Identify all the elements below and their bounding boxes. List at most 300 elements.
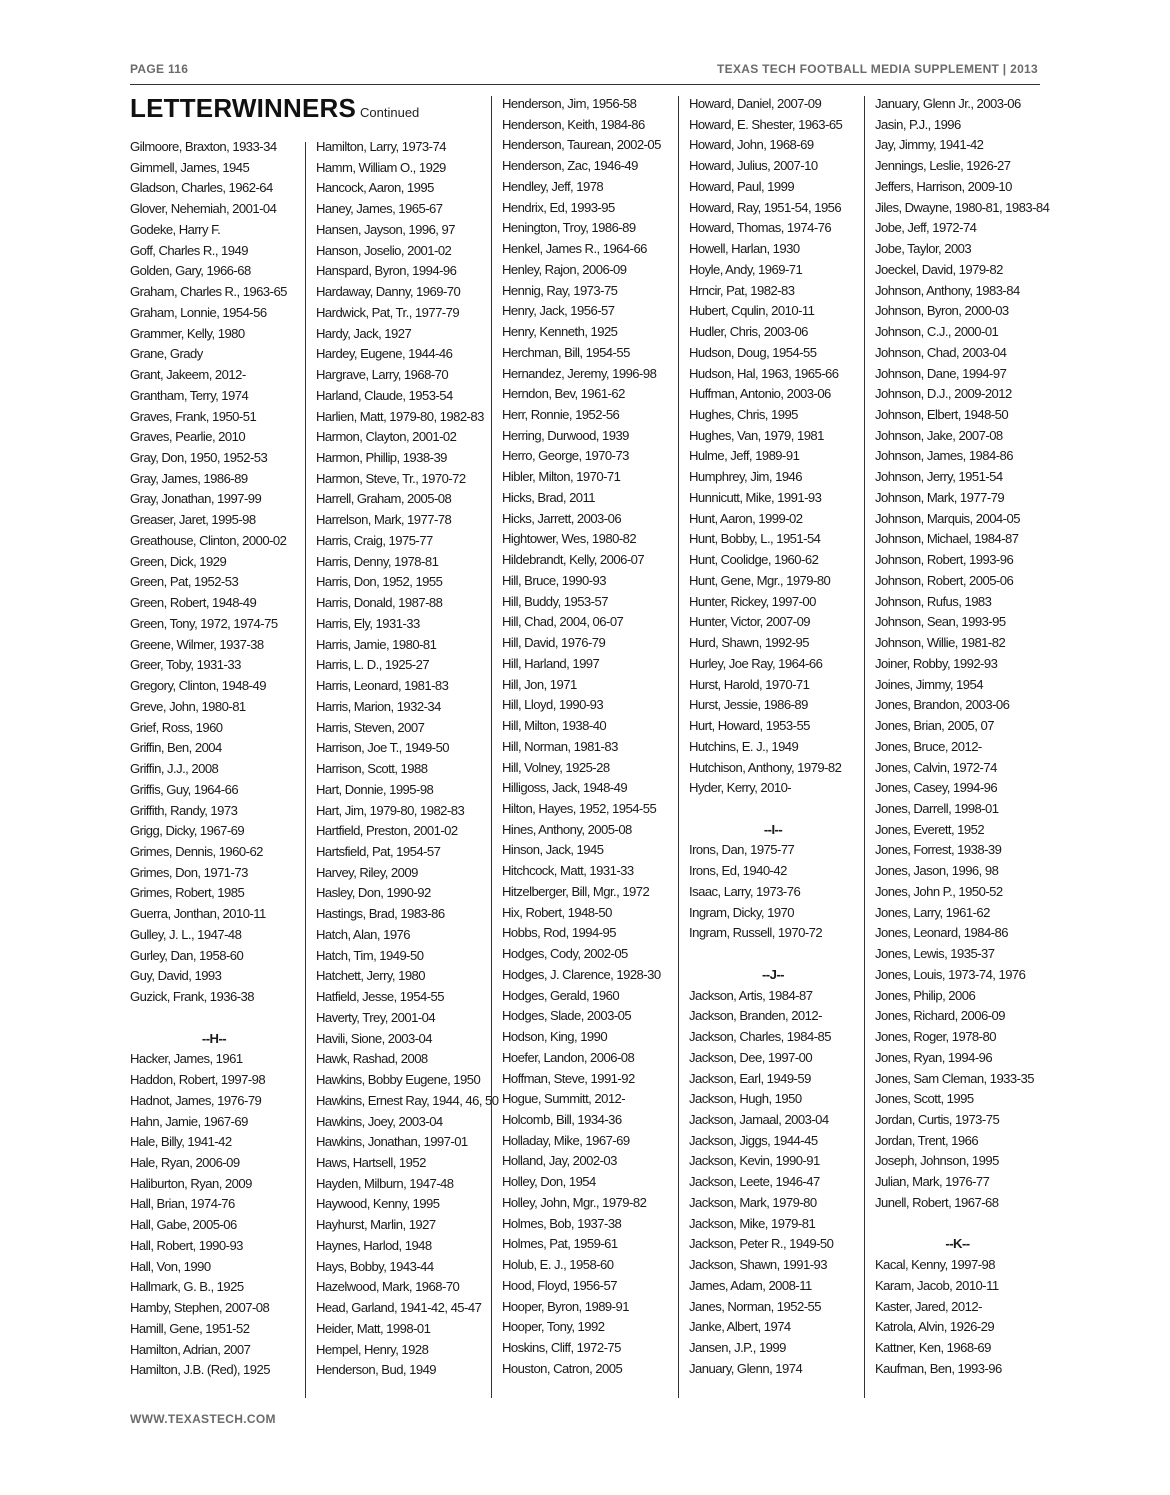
letterwinner-column-3	[502, 94, 670, 1380]
letterwinner-entry: Hamill, Gene, 1951-52	[130, 1320, 250, 1336]
letterwinner-entry: Jones, Everett, 1952	[875, 821, 985, 837]
letterwinner-entry: Henkel, James R., 1964-66	[502, 241, 647, 257]
letterwinner-entry: Jordan, Trent, 1966	[875, 1132, 979, 1148]
letterwinner-entry: Hill, Volney, 1925-28	[502, 759, 610, 775]
letterwinner-entry: Hicks, Jarrett, 2003-06	[502, 510, 622, 526]
letterwinner-entry: Hale, Ryan, 2006-09	[130, 1154, 240, 1170]
letterwinner-entry: Harris, Donald, 1987-88	[316, 595, 443, 611]
letterwinner-entry: Grigg, Dicky, 1967-69	[130, 823, 245, 839]
letterwinner-entry: Johnson, Dane, 1994-97	[875, 365, 1007, 381]
letterwinner-entry: Jones, Brian, 2005, 07	[875, 718, 994, 734]
letterwinner-entry: Jones, Bruce, 2012-	[875, 738, 982, 754]
letterwinner-entry: Grant, Jakeem, 2012-	[130, 367, 246, 383]
letterwinner-entry: Jackson, Kevin, 1990-91	[689, 1153, 820, 1169]
letterwinner-entry: Grimes, Dennis, 1960-62	[130, 843, 263, 859]
letterwinner-column-4	[689, 94, 857, 1380]
letterwinner-entry: Gimmell, James, 1945	[130, 159, 250, 175]
letterwinner-entry: Hibler, Milton, 1970-71	[502, 469, 621, 485]
letterwinner-entry: Hall, Von, 1990	[130, 1258, 211, 1274]
letterwinner-entry: Hill, Buddy, 1953-57	[502, 593, 608, 609]
letterwinner-entry: Johnson, Michael, 1984-87	[875, 531, 1019, 547]
letterwinner-entry: Harris, Don, 1952, 1955	[316, 574, 443, 590]
letterwinner-entry: Hatch, Alan, 1976	[316, 926, 411, 942]
letterwinner-entry: Henington, Troy, 1986-89	[502, 220, 636, 236]
letterwinner-entry: Hicks, Brad, 2011	[502, 489, 596, 505]
letterwinner-entry: Hernandez, Jeremy, 1996-98	[502, 365, 657, 381]
letterwinner-entry: Hill, Milton, 1938-40	[502, 718, 607, 734]
letterwinner-entry: Howard, John, 1968-69	[689, 137, 814, 153]
letterwinner-entry: Henderson, Zac, 1946-49	[502, 158, 638, 174]
letterwinner-entry: Hunter, Rickey, 1997-00	[689, 593, 816, 609]
letterwinner-entry: Greathouse, Clinton, 2000-02	[130, 532, 287, 548]
letterwinner-entry: Harrison, Joe T., 1949-50	[316, 740, 450, 756]
letterwinner-entry: Hanson, Joselio, 2001-02	[316, 242, 452, 258]
letterwinner-entry: Haywood, Kenny, 1995	[316, 1196, 440, 1212]
letterwinner-entry: Junell, Robert, 1967-68	[875, 1194, 999, 1210]
letterwinner-entry: Griffin, Ben, 2004	[130, 740, 222, 756]
letterwinner-entry: Jackson, Mark, 1979-80	[689, 1194, 817, 1210]
letterwinner-entry: Hawkins, Joey, 2003-04	[316, 1113, 443, 1129]
letterwinner-entry: Hasley, Don, 1990-92	[316, 885, 431, 901]
letterwinner-entry: James, Adam, 2008-11	[689, 1277, 812, 1293]
letterwinner-entry: Johnson, Elbert, 1948-50	[875, 407, 1009, 423]
letterwinner-entry: Jackson, Shawn, 1991-93	[689, 1257, 828, 1273]
letterwinner-entry: Hahn, Jamie, 1967-69	[130, 1113, 248, 1129]
letterwinner-entry: Herring, Durwood, 1939	[502, 427, 629, 443]
letterwinner-entry: Graham, Lonnie, 1954-56	[130, 304, 267, 320]
spacer	[689, 944, 857, 965]
letterwinner-entry: Hubert, Cqulin, 2010-11	[689, 303, 815, 319]
letterwinner-entry: Hines, Anthony, 2005-08	[502, 821, 632, 837]
column-divider	[678, 96, 679, 1398]
letterwinner-entry: Hale, Billy, 1941-42	[130, 1134, 232, 1150]
letterwinner-entry: Jones, Louis, 1973-74, 1976	[875, 966, 1026, 982]
letterwinner-entry: Jones, Casey, 1994-96	[875, 780, 998, 796]
letterwinner-entry: Jennings, Leslie, 1926-27	[875, 158, 1011, 174]
letterwinner-entry: Jackson, Peter R., 1949-50	[689, 1236, 834, 1252]
footer-url: WWW.TEXASTECH.COM	[130, 1412, 276, 1426]
letterwinner-entry: Humphrey, Jim, 1946	[689, 469, 803, 485]
letterwinner-entry: Hendrix, Ed, 1993-95	[502, 199, 615, 215]
letterwinner-entry: Jones, Brandon, 2003-06	[875, 697, 1010, 713]
letterwinner-entry: Julian, Mark, 1976-77	[875, 1174, 990, 1190]
letterwinner-entry: Harrison, Scott, 1988	[316, 761, 428, 777]
letterwinner-entry: Hunt, Aaron, 1999-02	[689, 510, 803, 526]
letter-section-heading: --K--	[945, 1236, 970, 1252]
letterwinner-entry: Hardy, Jack, 1927	[316, 325, 412, 341]
letterwinner-entry: Holmes, Pat, 1959-61	[502, 1236, 618, 1252]
letterwinner-entry: Jones, Leonard, 1984-86	[875, 925, 1008, 941]
letter-section-heading: --I--	[763, 821, 783, 837]
letterwinner-entry: Howard, Thomas, 1974-76	[689, 220, 832, 236]
letterwinner-entry: Hurst, Harold, 1970-71	[689, 676, 810, 692]
letterwinner-entry: Holcomb, Bill, 1934-36	[502, 1111, 622, 1127]
letterwinner-entry: Howard, Paul, 1999	[689, 178, 795, 194]
letterwinner-entry: Johnson, Byron, 2000-03	[875, 303, 1009, 319]
letterwinner-entry: Jackson, Mike, 1979-81	[689, 1215, 816, 1231]
letterwinner-entry: Joiner, Robby, 1992-93	[875, 655, 998, 671]
letterwinner-entry: Hilligoss, Jack, 1948-49	[502, 780, 628, 796]
letterwinner-entry: Hendley, Jeff, 1978	[502, 178, 604, 194]
letterwinner-entry: Hill, Lloyd, 1990-93	[502, 697, 604, 713]
letterwinner-entry: Gilmoore, Braxton, 1933-34	[130, 139, 277, 154]
letterwinner-entry: Herndon, Bev, 1961-62	[502, 386, 625, 402]
letterwinner-entry: Ingram, Russell, 1970-72	[689, 925, 823, 941]
letterwinner-entry: Hitchcock, Matt, 1931-33	[502, 863, 634, 879]
letterwinner-entry: Harris, L. D., 1925-27	[316, 657, 430, 673]
letterwinner-entry: Johnson, Chad, 2003-04	[875, 344, 1007, 360]
letterwinner-entry: Harris, Jamie, 1980-81	[316, 636, 437, 652]
letterwinner-entry: Jones, Lewis, 1935-37	[875, 946, 995, 962]
letterwinner-entry: Johnson, Marquis, 2004-05	[875, 510, 1020, 526]
letterwinner-entry: Jones, Scott, 1995	[875, 1091, 974, 1107]
letterwinner-entry: Henry, Jack, 1956-57	[502, 303, 615, 319]
letterwinner-entry: Hoskins, Cliff, 1972-75	[502, 1340, 621, 1356]
letterwinner-entry: Hacker, James, 1961	[130, 1051, 243, 1067]
letterwinner-entry: Jackson, Earl, 1949-59	[689, 1070, 811, 1086]
letterwinner-entry: Hutchins, E. J., 1949	[689, 738, 799, 754]
letterwinner-entry: Hooper, Byron, 1989-91	[502, 1298, 629, 1314]
letterwinner-entry: Hood, Floyd, 1956-57	[502, 1277, 617, 1293]
letterwinner-entry: Huffman, Antonio, 2003-06	[689, 386, 831, 402]
letterwinner-entry: Howard, E. Shester, 1963-65	[689, 116, 843, 132]
letterwinner-entry: Holley, John, Mgr., 1979-82	[502, 1194, 647, 1210]
letterwinner-entry: Jones, John P., 1950-52	[875, 883, 1003, 899]
letterwinner-entry: Jones, Ryan, 1994-96	[875, 1049, 993, 1065]
letterwinner-entry: Johnson, D.J., 2009-2012	[875, 386, 1012, 402]
letterwinner-entry: Hardwick, Pat, Tr., 1977-79	[316, 304, 460, 320]
letterwinner-entry: Grimes, Don, 1971-73	[130, 864, 248, 880]
letterwinner-entry: Johnson, Robert, 1993-96	[875, 552, 1014, 568]
letterwinner-entry: Harmon, Steve, Tr., 1970-72	[316, 470, 466, 486]
letterwinner-entry: Hartsfield, Pat, 1954-57	[316, 843, 441, 859]
letterwinner-entry: Gregory, Clinton, 1948-49	[130, 678, 266, 694]
letterwinner-entry: Johnson, Sean, 1993-95	[875, 614, 1006, 630]
letterwinner-entry: Hill, Jon, 1971	[502, 676, 577, 692]
letterwinner-entry: Hawk, Rashad, 2008	[316, 1051, 428, 1067]
letterwinner-entry: Heider, Matt, 1998-01	[316, 1320, 431, 1336]
letterwinner-entry: Haynes, Harlod, 1948	[316, 1237, 432, 1253]
letterwinner-entry: January, Glenn Jr., 2003-06	[875, 96, 1021, 111]
letterwinner-entry: Hogue, Summitt, 2012-	[502, 1091, 626, 1107]
letter-section-heading: --J--	[762, 966, 784, 982]
letterwinner-entry: Jackson, Artis, 1984-87	[689, 987, 813, 1003]
letterwinner-entry: Jeffers, Harrison, 2009-10	[875, 178, 1012, 194]
letterwinner-entry: Hutchison, Anthony, 1979-82	[689, 759, 842, 775]
letterwinner-entry: Greer, Toby, 1931-33	[130, 657, 241, 673]
letterwinner-entry: Jobe, Taylor, 2003	[875, 241, 972, 257]
letterwinner-entry: Johnson, Anthony, 1983-84	[875, 282, 1020, 298]
letterwinner-entry: Hawkins, Bobby Eugene, 1950	[316, 1072, 481, 1088]
letterwinner-entry: Jackson, Jamaal, 2003-04	[689, 1111, 829, 1127]
letterwinner-entry: Kaufman, Ben, 1993-96	[875, 1360, 1002, 1376]
letterwinner-entry: Hadnot, James, 1976-79	[130, 1092, 262, 1108]
letterwinner-entry: Hart, Donnie, 1995-98	[316, 781, 434, 797]
letterwinner-entry: Jackson, Branden, 2012-	[689, 1008, 822, 1024]
letterwinner-entry: Harris, Ely, 1931-33	[316, 615, 420, 631]
letterwinner-entry: Hudler, Chris, 2003-06	[689, 324, 808, 340]
letterwinner-entry: Hamilton, Adrian, 2007	[130, 1341, 251, 1357]
letterwinner-entry: Johnson, Jake, 2007-08	[875, 427, 1003, 443]
letterwinner-entry: Harvey, Riley, 2009	[316, 864, 418, 880]
letterwinner-entry: Harlien, Matt, 1979-80, 1982-83	[316, 408, 484, 424]
letterwinner-entry: Hrncir, Pat, 1982-83	[689, 282, 795, 298]
letterwinner-entry: Johnson, James, 1984-86	[875, 448, 1014, 464]
spacer	[689, 799, 857, 820]
letterwinner-entry: Howell, Harlan, 1930	[689, 241, 800, 257]
letterwinner-entry: Hinson, Jack, 1945	[502, 842, 604, 858]
letterwinner-entry: Henley, Rajon, 2006-09	[502, 261, 627, 277]
letterwinner-entry: Hardaway, Danny, 1969-70	[316, 284, 461, 300]
letterwinner-entry: Guzick, Frank, 1936-38	[130, 989, 254, 1005]
letterwinner-entry: Jiles, Dwayne, 1980-81, 1983-84	[875, 199, 1050, 215]
letterwinner-entry: Johnson, Robert, 2005-06	[875, 572, 1014, 588]
letterwinner-entry: Gray, Jonathan, 1997-99	[130, 491, 262, 507]
letterwinner-entry: Janes, Norman, 1952-55	[689, 1298, 822, 1314]
letterwinner-entry: Hooper, Tony, 1992	[502, 1319, 605, 1335]
letterwinner-entry: Herr, Ronnie, 1952-56	[502, 407, 620, 423]
letterwinner-entry: Hoffman, Steve, 1991-92	[502, 1070, 635, 1086]
letterwinner-entry: Irons, Ed, 1940-42	[689, 863, 787, 879]
letterwinner-entry: Katrola, Alvin, 1926-29	[875, 1319, 995, 1335]
letterwinner-entry: Greve, John, 1980-81	[130, 698, 246, 714]
letterwinner-entry: Hayhurst, Marlin, 1927	[316, 1217, 436, 1233]
letterwinner-entry: Harland, Claude, 1953-54	[316, 387, 453, 403]
letterwinner-entry: January, Glenn, 1974	[689, 1360, 803, 1376]
spacer	[130, 1008, 298, 1029]
letterwinner-entry: Hodges, Cody, 2002-05	[502, 946, 628, 962]
letterwinner-entry: Hardey, Eugene, 1944-46	[316, 346, 453, 362]
letterwinner-entry: Gladson, Charles, 1962-64	[130, 180, 273, 196]
letterwinner-entry: Green, Dick, 1929	[130, 553, 227, 569]
letterwinner-entry: Hamm, William O., 1929	[316, 159, 446, 175]
letterwinner-entry: Herchman, Bill, 1954-55	[502, 344, 630, 360]
letterwinner-entry: Hayden, Milburn, 1947-48	[316, 1175, 454, 1191]
letterwinner-entry: Janke, Albert, 1974	[689, 1319, 791, 1335]
letterwinner-entry: Goff, Charles R., 1949	[130, 242, 248, 258]
letterwinner-entry: Graves, Frank, 1950-51	[130, 408, 257, 424]
letterwinner-entry: Gray, Don, 1950, 1952-53	[130, 450, 268, 466]
letterwinner-entry: Hurst, Jessie, 1986-89	[689, 697, 808, 713]
spacer	[875, 1214, 1040, 1235]
letterwinner-entry: Hodges, Slade, 2003-05	[502, 1008, 632, 1024]
letterwinner-entry: Harris, Marion, 1932-34	[316, 698, 441, 714]
column-divider	[864, 96, 865, 1398]
letterwinner-entry: Haverty, Trey, 2001-04	[316, 1009, 436, 1025]
letterwinner-entry: Griffith, Randy, 1973	[130, 802, 238, 818]
letterwinner-entry: Gulley, J. L., 1947-48	[130, 926, 242, 942]
letterwinner-entry: Johnson, Willie, 1981-82	[875, 635, 1006, 651]
letterwinner-entry: Hoefer, Landon, 2006-08	[502, 1049, 635, 1065]
letterwinner-entry: Jones, Jason, 1996, 98	[875, 863, 999, 879]
letterwinner-entry: Hilton, Hayes, 1952, 1954-55	[502, 800, 657, 816]
letterwinner-entry: Grantham, Terry, 1974	[130, 387, 249, 403]
letterwinner-entry: Jones, Richard, 2006-09	[875, 1008, 1006, 1024]
letterwinner-entry: Griffin, J.J., 2008	[130, 761, 219, 777]
letterwinner-entry: Gurley, Dan, 1958-60	[130, 947, 244, 963]
letterwinner-entry: Johnson, Rufus, 1983	[875, 593, 992, 609]
letterwinner-entry: Johnson, Jerry, 1951-54	[875, 469, 1003, 485]
letterwinner-entry: Hall, Robert, 1990-93	[130, 1237, 243, 1253]
letterwinner-entry: Hunnicutt, Mike, 1991-93	[689, 489, 822, 505]
letterwinner-entry: Jones, Larry, 1961-62	[875, 904, 990, 920]
letterwinner-entry: Hodson, King, 1990	[502, 1029, 608, 1045]
letterwinner-entry: Hays, Bobby, 1943-44	[316, 1258, 434, 1274]
letterwinner-entry: Hudson, Hal, 1963, 1965-66	[689, 365, 839, 381]
letterwinner-entry: Joseph, Johnson, 1995	[875, 1153, 999, 1169]
letterwinner-entry: Jones, Sam Cleman, 1933-35	[875, 1070, 1034, 1086]
letterwinner-entry: Guerra, Jonthan, 2010-11	[130, 906, 266, 922]
letterwinner-entry: Hall, Brian, 1974-76	[130, 1196, 235, 1212]
letterwinner-entry: Hurley, Joe Ray, 1964-66	[689, 655, 823, 671]
letterwinner-entry: Hoyle, Andy, 1969-71	[689, 261, 803, 277]
letterwinner-entry: Glover, Nehemiah, 2001-04	[130, 201, 277, 217]
letterwinner-entry: Hatch, Tim, 1949-50	[316, 947, 424, 963]
letterwinner-entry: Hawkins, Jonathan, 1997-01	[316, 1134, 468, 1150]
letterwinner-entry: Harris, Leonard, 1981-83	[316, 678, 449, 694]
letterwinner-entry: Henry, Kenneth, 1925	[502, 324, 618, 340]
letterwinner-entry: Hamby, Stephen, 2007-08	[130, 1300, 270, 1316]
letterwinner-entry: Hart, Jim, 1979-80, 1982-83	[316, 802, 465, 818]
letterwinner-entry: Karam, Jacob, 2010-11	[875, 1277, 999, 1293]
letterwinner-entry: Kacal, Kenny, 1997-98	[875, 1257, 995, 1273]
letterwinner-entry: Jones, Roger, 1978-80	[875, 1029, 996, 1045]
letterwinner-column-5	[875, 94, 1050, 1380]
letterwinner-column-1	[130, 137, 298, 1381]
letterwinner-entry: Jay, Jimmy, 1941-42	[875, 137, 984, 153]
letterwinner-entry: Joines, Jimmy, 1954	[875, 676, 983, 692]
letterwinner-entry: Graham, Charles R., 1963-65	[130, 284, 287, 300]
letterwinner-entry: Holladay, Mike, 1967-69	[502, 1132, 630, 1148]
letterwinner-entry: Hunt, Bobby, L., 1951-54	[689, 531, 821, 547]
section-subtitle: Continued	[360, 105, 420, 120]
letterwinner-entry: Harris, Steven, 2007	[316, 719, 425, 735]
letterwinner-entry: Holley, Don, 1954	[502, 1174, 596, 1190]
letterwinner-entry: Jones, Darrell, 1998-01	[875, 800, 999, 816]
letterwinner-entry: Hildebrandt, Kelly, 2006-07	[502, 552, 645, 568]
letterwinner-entry: Hamilton, Larry, 1973-74	[316, 139, 446, 154]
letterwinner-entry: Hyder, Kerry, 2010-	[689, 780, 792, 796]
letterwinner-entry: Grimes, Robert, 1985	[130, 885, 245, 901]
letterwinner-entry: Jansen, J.P., 1999	[689, 1340, 786, 1356]
letterwinner-entry: Irons, Dan, 1975-77	[689, 842, 795, 858]
letterwinner-entry: Hawkins, Ernest Ray, 1944, 46, 50	[316, 1092, 499, 1108]
letterwinner-entry: Hill, David, 1976-79	[502, 635, 606, 651]
letterwinner-entry: Haliburton, Ryan, 2009	[130, 1175, 252, 1191]
letterwinner-entry: Grane, Grady	[130, 346, 203, 362]
letterwinner-entry: Jackson, Leete, 1946-47	[689, 1174, 820, 1190]
letterwinner-entry: Hobbs, Rod, 1994-95	[502, 925, 617, 941]
letter-section-heading: --H--	[201, 1030, 227, 1046]
letterwinner-entry: Green, Tony, 1972, 1974-75	[130, 615, 278, 631]
letterwinner-entry: Hunt, Gene, Mgr., 1979-80	[689, 572, 831, 588]
letterwinner-entry: Godeke, Harry F.	[130, 221, 221, 237]
letterwinner-entry: Hunter, Victor, 2007-09	[689, 614, 811, 630]
letterwinner-entry: Johnson, C.J., 2000-01	[875, 324, 999, 340]
letterwinner-entry: Haddon, Robert, 1997-98	[130, 1072, 266, 1088]
letterwinner-entry: Joeckel, David, 1979-82	[875, 261, 1003, 277]
letterwinner-entry: Kattner, Ken, 1968-69	[875, 1340, 991, 1356]
letterwinner-entry: Hodges, J. Clarence, 1928-30	[502, 966, 661, 982]
letterwinner-entry: Howard, Julius, 2007-10	[689, 158, 818, 174]
section-title: LETTERWINNERS	[130, 93, 357, 123]
letterwinner-entry: Hallmark, G. B., 1925	[130, 1279, 244, 1295]
letterwinner-entry: Herro, George, 1970-73	[502, 448, 629, 464]
letterwinner-entry: Hightower, Wes, 1980-82	[502, 531, 637, 547]
letterwinner-entry: Jackson, Hugh, 1950	[689, 1091, 802, 1107]
letterwinner-entry: Hulme, Jeff, 1989-91	[689, 448, 800, 464]
letterwinner-entry: Havili, Sione, 2003-04	[316, 1030, 433, 1046]
letterwinner-entry: Henderson, Bud, 1949	[316, 1362, 437, 1378]
letterwinner-entry: Hudson, Doug, 1954-55	[689, 344, 817, 360]
letterwinner-entry: Jones, Philip, 2006	[875, 987, 976, 1003]
letterwinner-entry: Hatfield, Jesse, 1954-55	[316, 989, 445, 1005]
letterwinner-column-2	[316, 137, 499, 1381]
letterwinner-entry: Hempel, Henry, 1928	[316, 1341, 429, 1357]
letterwinner-entry: Henderson, Taurean, 2002-05	[502, 137, 661, 153]
letterwinner-entry: Hunt, Coolidge, 1960-62	[689, 552, 819, 568]
page-number: PAGE 116	[130, 62, 189, 76]
letterwinner-entry: Hennig, Ray, 1973-75	[502, 282, 618, 298]
letterwinner-entry: Hargrave, Larry, 1968-70	[316, 367, 449, 383]
letterwinner-entry: Hamilton, J.B. (Red), 1925	[130, 1362, 270, 1378]
letterwinner-entry: Jobe, Jeff, 1972-74	[875, 220, 977, 236]
letterwinner-entry: Haney, James, 1965-67	[316, 201, 443, 217]
letterwinner-entry: Graves, Pearlie, 2010	[130, 429, 246, 445]
letterwinner-entry: Jackson, Dee, 1997-00	[689, 1049, 813, 1065]
letterwinner-entry: Isaac, Larry, 1973-76	[689, 883, 801, 899]
column-divider	[491, 96, 492, 1398]
letterwinner-entry: Hughes, Chris, 1995	[689, 407, 798, 423]
letterwinner-entry: Gray, James, 1986-89	[130, 470, 248, 486]
letterwinner-entry: Jones, Forrest, 1938-39	[875, 842, 1002, 858]
letterwinner-entry: Howard, Ray, 1951-54, 1956	[689, 199, 842, 215]
letterwinner-entry: Hurd, Shawn, 1992-95	[689, 635, 810, 651]
letterwinner-entry: Johnson, Mark, 1977-79	[875, 489, 1005, 505]
letterwinner-entry: Hastings, Brad, 1983-86	[316, 906, 445, 922]
letterwinner-entry: Harris, Craig, 1975-77	[316, 532, 433, 548]
letterwinner-entry: Harrell, Graham, 2005-08	[316, 491, 452, 507]
letterwinner-entry: Hurt, Howard, 1953-55	[689, 718, 810, 734]
letterwinner-entry: Hill, Chad, 2004, 06-07	[502, 614, 624, 630]
letterwinner-entry: Green, Robert, 1948-49	[130, 595, 257, 611]
letterwinner-entry: Guy, David, 1993	[130, 968, 222, 984]
letterwinner-entry: Kaster, Jared, 2012-	[875, 1298, 982, 1314]
letterwinner-entry: Holmes, Bob, 1937-38	[502, 1215, 622, 1231]
letterwinner-entry: Hatchett, Jerry, 1980	[316, 968, 426, 984]
letterwinner-entry: Hill, Harland, 1997	[502, 655, 600, 671]
letterwinner-entry: Hanspard, Byron, 1994-96	[316, 263, 457, 279]
letterwinner-entry: Hill, Norman, 1981-83	[502, 738, 618, 754]
letterwinner-entry: Howard, Daniel, 2007-09	[689, 96, 822, 111]
letterwinner-entry: Hazelwood, Mark, 1968-70	[316, 1279, 460, 1295]
letterwinner-entry: Golden, Gary, 1966-68	[130, 263, 251, 279]
letterwinner-entry: Henderson, Keith, 1984-86	[502, 116, 645, 132]
letterwinner-entry: Hansen, Jayson, 1996, 97	[316, 221, 455, 237]
letterwinner-entry: Jones, Calvin, 1972-74	[875, 759, 997, 775]
letterwinner-entry: Harmon, Phillip, 1938-39	[316, 450, 447, 466]
letterwinner-entry: Jackson, Jiggs, 1944-45	[689, 1132, 818, 1148]
letterwinner-entry: Haws, Hartsell, 1952	[316, 1154, 426, 1170]
letterwinner-entry: Hall, Gabe, 2005-06	[130, 1217, 237, 1233]
letterwinner-entry: Holub, E. J., 1958-60	[502, 1257, 614, 1273]
header-rule	[130, 84, 1040, 85]
letterwinner-entry: Ingram, Dicky, 1970	[689, 904, 795, 920]
letterwinner-entry: Grief, Ross, 1960	[130, 719, 223, 735]
letterwinner-entry: Hitzelberger, Bill, Mgr., 1972	[502, 883, 650, 899]
letterwinner-entry: Green, Pat, 1952-53	[130, 574, 239, 590]
publication-title: TEXAS TECH FOOTBALL MEDIA SUPPLEMENT | 2013	[717, 62, 1038, 76]
